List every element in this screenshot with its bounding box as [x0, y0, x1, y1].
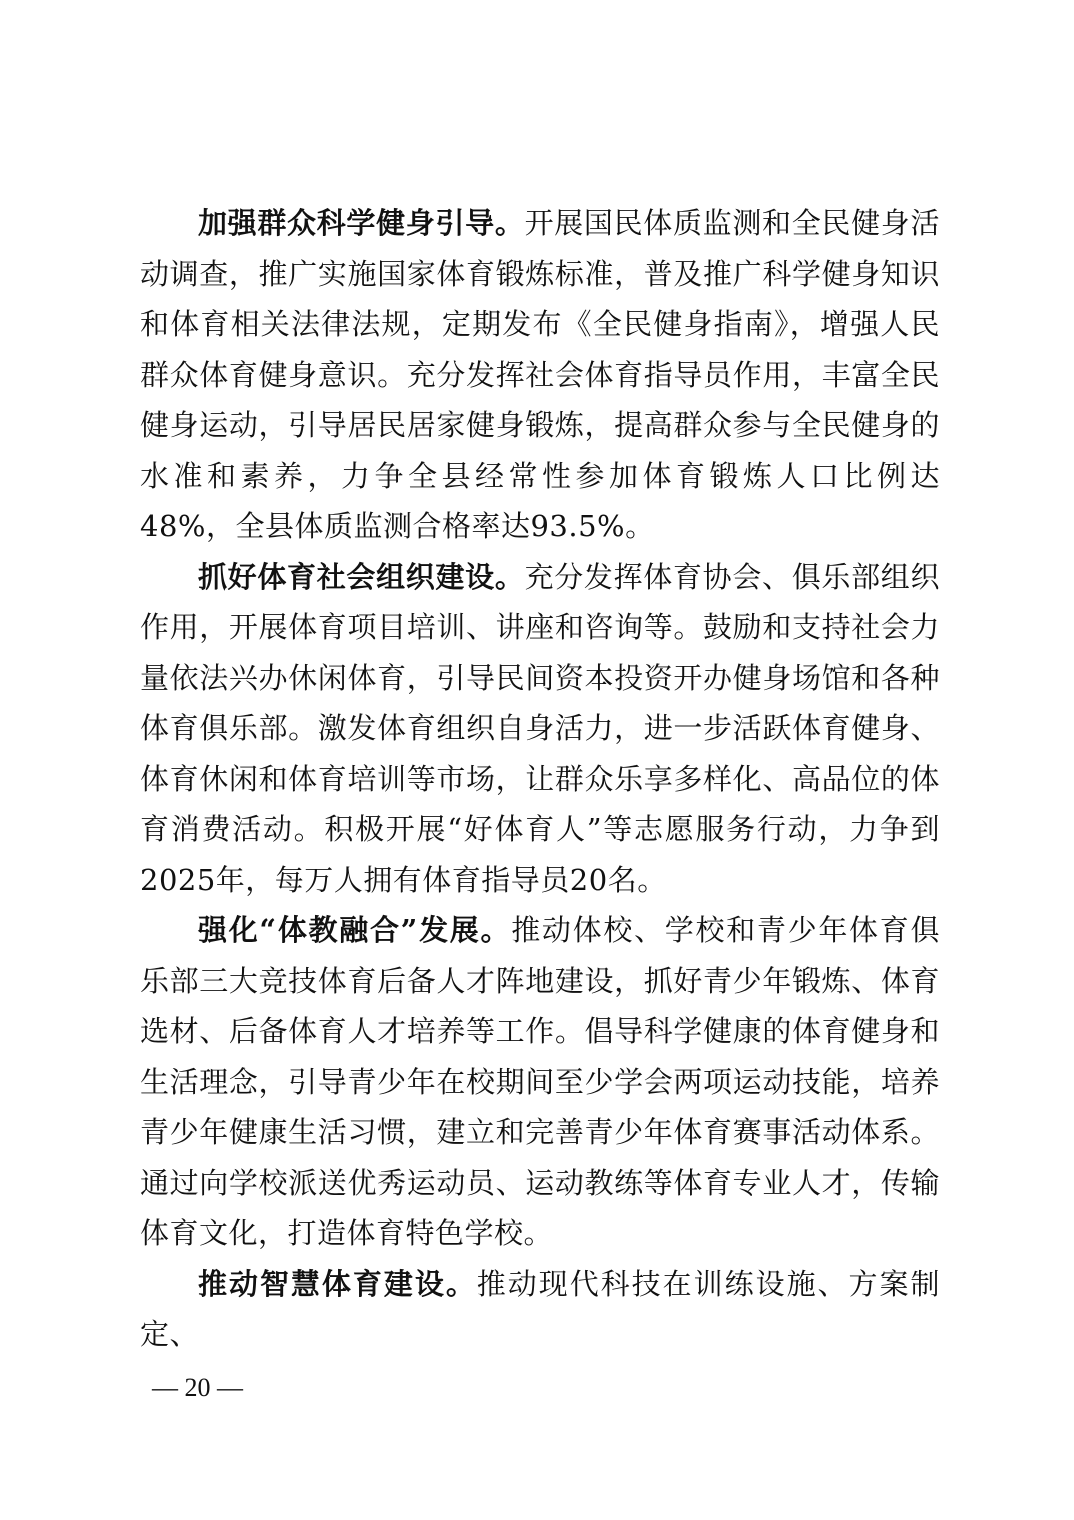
- paragraph-heading: 强化“体教融合”发展。: [198, 913, 512, 947]
- page-number: — 20 —: [152, 1373, 243, 1402]
- paragraph-text: 推动现代科技在训练设施、方案制定、: [140, 1266, 940, 1351]
- paragraph-fitness-guidance: [140, 198, 940, 552]
- paragraph-text: 开展国民体质监测和全民健身活动调查，推广实施国家体育锻炼标准，普及推广科学健身知识和体育相关法律法规，定期发布《全民健身指南》，增强人民群众体育健身意识。充分发挥社会体育指导员作用，丰富全民健身运动，引导居民居家健身锻炼，提高群众参与全民健身的水准和素养，力争全县经常性参加体育锻炼人口比例达48%，全县体质监测合格率达93.5%。: [140, 206, 940, 543]
- paragraph-text: 推动体校、学校和青少年体育俱乐部三大竞技体育后备人才阵地建设，抓好青少年锻炼、体育选材、后备体育人才培养等工作。倡导科学健康的体育健身和生活理念，引导青少年在校期间至少学会两项运动技能，培养青少年健康生活习惯，建立和完善青少年体育赛事活动体系。通过向学校派送优秀运动员、运动教练等体育专业人才，传输体育文化，打造体育特色学校。: [140, 913, 940, 1250]
- paragraph-heading: 加强群众科学健身引导。: [198, 206, 525, 240]
- document-body: [140, 198, 940, 1360]
- paragraph-heading: 推动智慧体育建设。: [198, 1266, 477, 1301]
- paragraph-heading: 抓好体育社会组织建设。: [198, 559, 525, 594]
- paragraph-text: 充分发挥体育协会、俱乐部组织作用，开展体育项目培训、讲座和咨询等。鼓励和支持社会力量依法兴办休闲体育，引导民间资本投资开办健身场馆和各种体育俱乐部。激发体育组织自身活力，进一步活跃体育健身、体育休闲和体育培训等市场，让群众乐享多样化、高品位的体育消费活动。积极开展“好体育人”等志愿服务行动，力争到2025年，每万人拥有体育指导员20名。: [140, 559, 940, 897]
- paragraph-social-organizations: [140, 552, 940, 906]
- paragraph-smart-sports: [140, 1259, 940, 1360]
- paragraph-sports-education: [140, 905, 940, 1259]
